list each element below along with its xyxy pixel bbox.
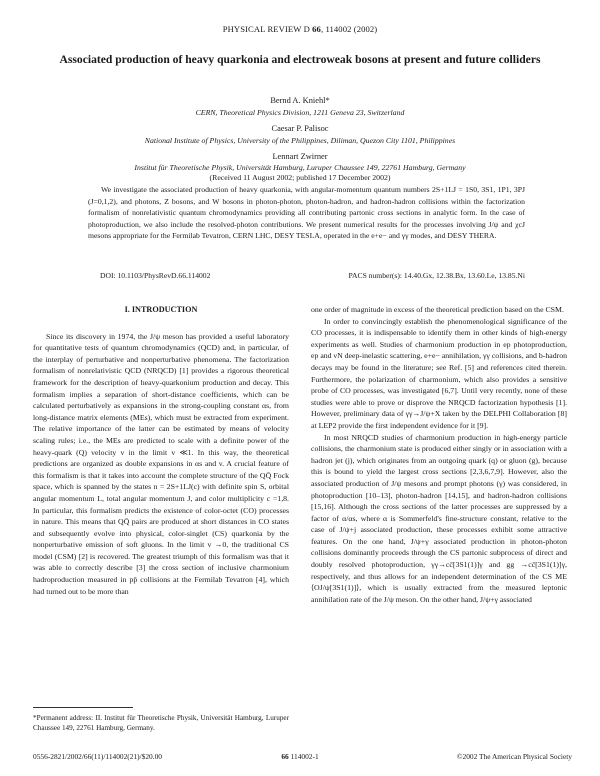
doi-pacs-line: [100, 271, 525, 280]
affiliation-1: CERN, Theoretical Physics Division, 1211 Geneva 23, Switzerland: [195, 108, 405, 117]
affiliation-3: Institut für Theoretische Physik, Universität Hamburg, Luruper Chaussee 149, 22761 Hamburg, Germany: [134, 163, 466, 172]
right-column: [311, 304, 567, 605]
author-1: Bernd A. Kniehl*: [270, 96, 330, 105]
author-3: Lennart Zwirner: [272, 152, 328, 161]
article-number: 114002: [325, 24, 352, 34]
author-2: Caesar P. Palisoc: [271, 124, 329, 133]
journal-year: (2002): [353, 24, 378, 34]
footer-copyright: ©2002 The American Physical Society: [456, 752, 572, 761]
intro-paragraph-2: In order to convincingly establish the phenomenological significance of the CO processes, it is indispensable to identify them in other kinds of high-energy experiments as well. Studies of charmonium production in ep photoproduction, ep and νN deep-inelastic scattering, e+e− annihilation, γγ collisions, and b-hadron decays may be found in the literature; see Ref. [5] and references cited therein. Furthermore, the polarization of charmonium, which also provides a sensitive probe of CO processes, was investigated [6,7]. Until very recently, none of these studies were able to prove or disprove the NRQCD factorization hypothesis [1]. However, preliminary data of γγ→J/ψ+X taken by the DELPHI Collaboration [8] at LEP2 provide the first independent evidence for it [9].: [311, 316, 567, 430]
received-dates: (Received 11 August 2002; published 17 December 2002): [209, 173, 391, 182]
journal-header: PHYSICAL REVIEW D 66, 114002 (2002): [222, 24, 378, 34]
intro-paragraph-1: Since its discovery in 1974, the J/ψ meson has provided a useful laboratory for quantitative tests of quantum chromodynamics (QCD) and, in particular, of the interplay of perturbative and nonperturbative phenomena. The factorization formalism of nonrelativistic QCD (NRQCD) [1] provides a rigorous theoretical framework for the description of heavy-quarkonium production and decay. This formalism implies a separation of short-distance coefficients, which can be calculated perturbatively as expansions in the strong-coupling constant αs, from long-distance matrix elements (MEs), which must be extracted from experiment. The relative importance of the latter can be estimated by means of velocity scaling rules; i.e., the MEs are predicted to scale with a definite power of the heavy-quark (Q) velocity v in the limit v ≪1. In this way, the theoretical predictions are organized as double expansions in αs and v. A crucial feature of this formalism is that it takes into account the complete structure of the QQ̄ Fock space, which is spanned by the states n = 2S+1LJ(c) with definite spin S, orbital angular momentum L, total angular momentum J, and color multiplicity c =1,8. In particular, this formalism predicts the existence of color-octet (CO) processes in nature. This means that QQ̄ pairs are produced at short distances in CO states and subsequently evolve into physical, color-singlet (CS) quarkonia by the nonperturbative emission of soft gluons. In the limit v →0, the traditional CS model (CSM) [2] is recovered. The greatest triumph of this formalism was that it was able to correctly describe [3] the cross section of inclusive charmonium hadroproduction measured in pp̄ collisions at the Fermilab Tevatron [4], which had turned out to be more than: [33, 331, 289, 596]
paper-title: Associated production of heavy quarkonia and electroweak bosons at present and future colliders: [59, 53, 541, 66]
intro-paragraph-continued: one order of magnitude in excess of the theoretical prediction based on the CSM.: [311, 305, 564, 314]
footer-page-number: 114002-1: [290, 752, 319, 761]
footnote: *Permanent address: II. Institut für Theoretische Physik, Universität Hamburg, Luruper Chaussee 149, 22761 Hamburg, Germany.: [33, 714, 289, 732]
abstract: [88, 184, 525, 242]
journal-name: PHYSICAL REVIEW D: [222, 24, 310, 34]
left-column: [33, 304, 289, 597]
intro-paragraph-3: In most NRQCD studies of charmonium production in high-energy particle collisions, the charmonium state is produced either singly or in association with a hadron jet (j), which originates from an outgoing quark (q) or gluon (g), because this is bound to yield the largest cross sections [2,3,6,7,9]. However, also the associated production of J/ψ mesons and prompt photons (γ) was considered, in photoproduction [10–13], photon-hadron [14,15], and hadron-hadron collisions [15,16]. Although the cross sections of the latter processes are suppressed by a factor of α/αs, where α is Sommerfeld's fine-structure constant, relative to the case of J/ψ+j associated production, these processes exhibit some attractive features. On the one hand, J/ψ+γ associated production in photon-photon collisions dominantly proceeds through the CS partonic subprocess of direct and doubly resolved photoproduction, γγ→cc̄[3S1(1)]γ and gg →cc̄[3S1(1)]γ, respectively, and thus allows for an independent determination of the CS ME ⟨OJ/ψ[3S1(1)]⟩, which is usually extracted from the measured leptonic annihilation rate of the J/ψ meson. On the other hand, J/ψ+γ associated: [311, 432, 567, 604]
doi-link[interactable]: DOI: 10.1103/PhysRevD.66.114002: [100, 271, 211, 280]
footer-volume: 66: [281, 752, 289, 761]
footnote-divider: [33, 707, 133, 708]
affiliation-2: National Institute of Physics, University of the Philippines, Diliman, Quezon City 1101, Philippines: [144, 136, 456, 145]
pacs-numbers: PACS number(s): 14.40.Gx, 12.38.Bx, 13.60.Le, 13.85.Ni: [348, 271, 525, 280]
section-heading: I. INTRODUCTION: [124, 305, 198, 314]
journal-volume: 66: [312, 24, 321, 34]
abstract-text: We investigate the associated production of heavy quarkonia, with angular-momentum quantum numbers 2S+1LJ = 1S0, 3S1, 1P1, 3PJ (J=0,1,2), and photons, Z bosons, and W bosons in photon-photon, photon-hadron, and hadron-hadron collisions within the factorization formalism of nonrelativistic quantum chromodynamics providing all contributing partonic cross sections in analytic form. In the case of photoproduction, we also include the resolved-photon contributions. We present numerical results for the processes involving J/ψ and χcJ mesons appropriate for the Fermilab Tevatron, CERN LHC, DESY TESLA, operated in the e+e− and γγ modes, and DESY THERA.: [88, 185, 525, 241]
footer-code: 0556-2821/2002/66(11)/114002(21)/$20.00: [33, 752, 162, 761]
